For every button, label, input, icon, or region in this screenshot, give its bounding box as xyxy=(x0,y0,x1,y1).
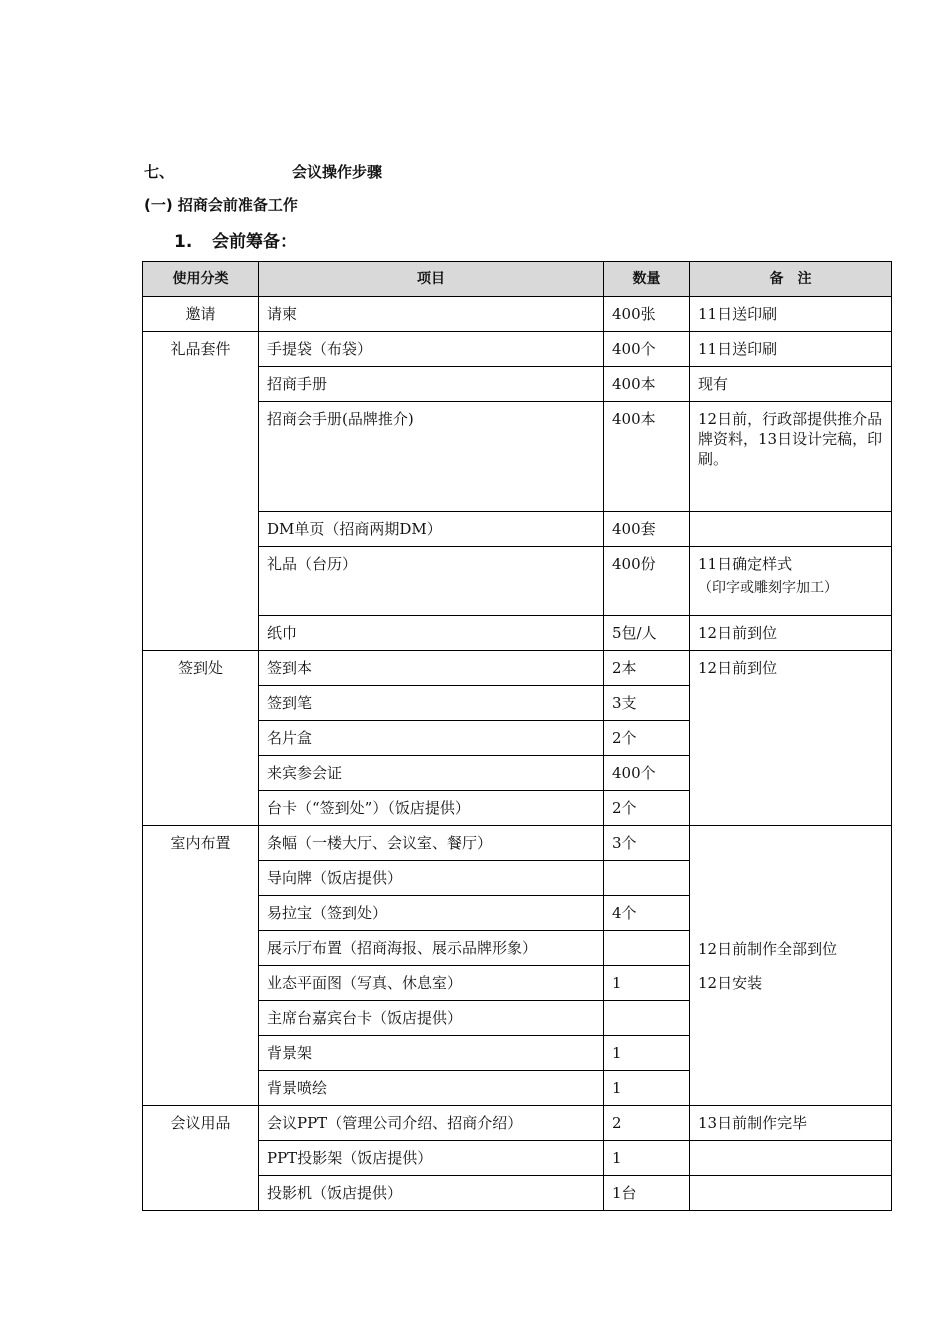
quantity-cell: 400份 xyxy=(604,547,690,616)
quantity-cell: 4个 xyxy=(604,896,690,931)
item-cell: 礼品（台历） xyxy=(259,547,604,616)
table-row xyxy=(143,1106,892,1141)
quantity-cell: 400张 xyxy=(604,297,690,332)
note-cell xyxy=(690,1141,892,1176)
item-cell: 背景架 xyxy=(259,1036,604,1071)
quantity-cell: 400个 xyxy=(604,756,690,791)
quantity-cell: 400本 xyxy=(604,402,690,512)
quantity-cell: 1台 xyxy=(604,1176,690,1211)
subsubsection-heading xyxy=(174,227,297,252)
section-number: 七、 xyxy=(144,163,175,181)
item-cell: 来宾参会证 xyxy=(259,756,604,791)
item-cell: 易拉宝（签到处） xyxy=(259,896,604,931)
item-cell: 签到笔 xyxy=(259,686,604,721)
item-cell: DM单页（招商两期DM） xyxy=(259,512,604,547)
quantity-cell xyxy=(604,931,690,966)
note-line: 12日安装 xyxy=(698,973,763,992)
table-header-row xyxy=(143,262,892,297)
item-cell: PPT投影架（饭店提供） xyxy=(259,1141,604,1176)
note-cell xyxy=(690,547,892,616)
item-cell: 投影机（饭店提供） xyxy=(259,1176,604,1211)
item-cell: 请柬 xyxy=(259,297,604,332)
category-cell: 室内布置 xyxy=(143,826,259,1106)
section-title: 会议操作步骤 xyxy=(292,163,383,181)
quantity-cell xyxy=(604,1001,690,1036)
quantity-cell xyxy=(604,861,690,896)
header-note: 备 注 xyxy=(690,262,892,297)
note-cell xyxy=(690,826,892,1106)
table-row xyxy=(143,297,892,332)
table-row xyxy=(143,826,892,861)
quantity-cell: 1 xyxy=(604,1036,690,1071)
header-item: 项目 xyxy=(259,262,604,297)
note-cell xyxy=(690,512,892,547)
header-category: 使用分类 xyxy=(143,262,259,297)
item-cell: 名片盒 xyxy=(259,721,604,756)
item-cell: 会议PPT（管理公司介绍、招商介绍） xyxy=(259,1106,604,1141)
quantity-cell: 400套 xyxy=(604,512,690,547)
table-row xyxy=(143,651,892,686)
note-cell: 12日前到位 xyxy=(690,616,892,651)
note-cell xyxy=(690,1176,892,1211)
note-subline: （印字或雕刻字加工） xyxy=(698,580,838,596)
preparation-table xyxy=(142,261,892,1211)
quantity-cell: 1 xyxy=(604,1071,690,1106)
quantity-cell: 2个 xyxy=(604,721,690,756)
item-cell: 纸巾 xyxy=(259,616,604,651)
subsubsection-title: 会前筹备： xyxy=(212,232,297,252)
quantity-cell: 2本 xyxy=(604,651,690,686)
note-cell: 11日送印刷 xyxy=(690,297,892,332)
quantity-cell: 400本 xyxy=(604,367,690,402)
note-line: 12日前制作全部到位 xyxy=(698,939,838,958)
item-cell: 条幅（一楼大厅、会议室、餐厅） xyxy=(259,826,604,861)
item-cell: 业态平面图（写真、休息室） xyxy=(259,966,604,1001)
item-cell: 签到本 xyxy=(259,651,604,686)
note-cell: 现有 xyxy=(690,367,892,402)
quantity-cell: 400个 xyxy=(604,332,690,367)
header-quantity: 数量 xyxy=(604,262,690,297)
quantity-cell: 1 xyxy=(604,966,690,1001)
note-cell: 13日前制作完毕 xyxy=(690,1106,892,1141)
quantity-cell: 1 xyxy=(604,1141,690,1176)
item-cell: 主席台嘉宾台卡（饭店提供） xyxy=(259,1001,604,1036)
note-line: 11日确定样式 xyxy=(698,555,793,573)
item-cell: 招商会手册(品牌推介) xyxy=(259,402,604,512)
note-cell: 12日前，行政部提供推介品牌资料，13日设计完稿，印刷。 xyxy=(690,402,892,512)
note-cell: 11日送印刷 xyxy=(690,332,892,367)
subsubsection-number: 1. xyxy=(174,232,193,252)
category-cell: 邀请 xyxy=(143,297,259,332)
category-cell: 礼品套件 xyxy=(143,332,259,651)
note-cell: 12日前到位 xyxy=(690,651,892,826)
item-cell: 手提袋（布袋） xyxy=(259,332,604,367)
item-cell: 展示厅布置（招商海报、展示品牌形象） xyxy=(259,931,604,966)
table-row xyxy=(143,332,892,367)
item-cell: 台卡（“签到处”）（饭店提供） xyxy=(259,791,604,826)
quantity-cell: 2 xyxy=(604,1106,690,1141)
item-cell: 导向牌（饭店提供） xyxy=(259,861,604,896)
item-cell: 背景喷绘 xyxy=(259,1071,604,1106)
category-cell: 签到处 xyxy=(143,651,259,826)
quantity-cell: 3个 xyxy=(604,826,690,861)
category-cell: 会议用品 xyxy=(143,1106,259,1211)
quantity-cell: 5包/人 xyxy=(604,616,690,651)
item-cell: 招商手册 xyxy=(259,367,604,402)
quantity-cell: 2个 xyxy=(604,791,690,826)
quantity-cell: 3支 xyxy=(604,686,690,721)
subsection-title: (一) 招商会前准备工作 xyxy=(144,196,298,214)
